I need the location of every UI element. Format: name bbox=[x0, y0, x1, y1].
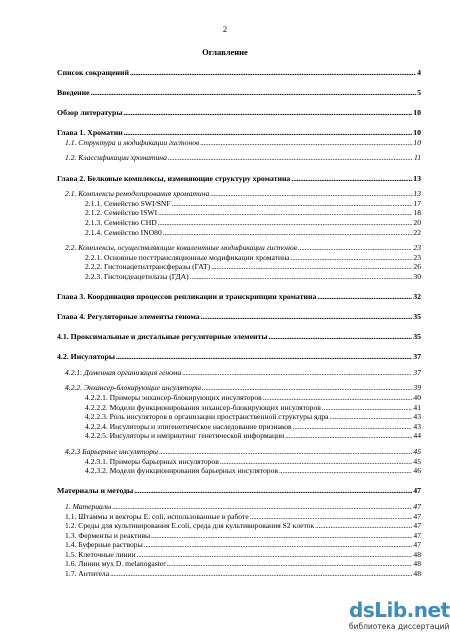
toc-entry-page: 35 bbox=[413, 312, 421, 322]
toc-entry-page: 44 bbox=[413, 431, 421, 441]
toc-entry-page: 47 bbox=[413, 511, 421, 521]
toc-entry-title: 2.1.4. Семейство INO80 bbox=[85, 227, 162, 237]
toc-leader-dots bbox=[167, 559, 413, 569]
toc-leader-dots bbox=[130, 68, 416, 78]
toc-entry-title: Глава 3. Координация процессов репликации и транскрипции хроматина bbox=[57, 292, 317, 301]
toc-leader-dots bbox=[291, 174, 412, 184]
toc-entry[interactable] bbox=[57, 550, 421, 560]
toc-leader-dots bbox=[110, 569, 412, 579]
toc-entry-page: 46 bbox=[413, 466, 421, 476]
toc-entry[interactable] bbox=[57, 68, 421, 78]
toc-entry-page: 37 bbox=[413, 352, 421, 362]
toc-entry-title: 2.1.1. Семейство SWI/SNF bbox=[85, 198, 171, 208]
toc-entry[interactable] bbox=[57, 312, 421, 322]
toc-leader-dots bbox=[315, 521, 412, 531]
toc-leader-dots bbox=[137, 550, 413, 560]
toc-entry-title: 1.7. Антитела bbox=[65, 569, 110, 579]
toc-entry-title: 4.2.2. Энхансер-блокирующие инсуляторы bbox=[65, 383, 202, 393]
toc-entry-page: 20 bbox=[413, 217, 421, 227]
toc-spacer bbox=[57, 163, 421, 174]
toc-entry[interactable] bbox=[57, 128, 421, 138]
toc-leader-dots bbox=[91, 88, 416, 98]
toc-entry-title: 1.2. Среды для культивирования E.coli, среда для культивирования S2 клеток bbox=[65, 521, 315, 531]
toc-leader-dots bbox=[211, 262, 412, 272]
toc-spacer bbox=[57, 476, 421, 487]
toc-spacer bbox=[57, 118, 421, 129]
toc-entry[interactable] bbox=[57, 174, 421, 184]
toc-entry-title: 2.1.2. Семейство ISWI bbox=[85, 208, 158, 218]
toc-entry-title: 1.6. Линии мух D. melanogaster bbox=[65, 559, 166, 569]
toc-entry-page: 10 bbox=[413, 108, 421, 118]
toc-entry[interactable] bbox=[57, 243, 421, 253]
toc-leader-dots bbox=[134, 486, 412, 496]
toc-entry-title: Список сокращений bbox=[57, 68, 130, 77]
toc-entry-title: 2.1.3. Семейство CHD bbox=[85, 217, 157, 227]
toc-entry[interactable] bbox=[57, 218, 421, 228]
toc-leader-dots bbox=[250, 512, 413, 522]
toc-entry[interactable] bbox=[57, 88, 421, 98]
toc-entry-page: 39 bbox=[413, 383, 421, 393]
toc-entry-page: 11 bbox=[413, 153, 421, 163]
toc-entry[interactable] bbox=[57, 262, 421, 272]
toc-leader-dots bbox=[201, 312, 413, 322]
toc-entry-title: Глава 2. Белковые комплексы, изменяющие структуру хроматина bbox=[57, 173, 291, 183]
toc-leader-dots bbox=[159, 447, 412, 457]
toc-entry-page: 17 bbox=[413, 198, 421, 208]
toc-entry[interactable] bbox=[57, 457, 421, 467]
toc-entry[interactable] bbox=[57, 569, 421, 579]
toc-leader-dots bbox=[210, 189, 412, 199]
toc-leader-dots bbox=[144, 540, 413, 550]
toc-entry[interactable] bbox=[57, 559, 421, 569]
toc-entry[interactable] bbox=[57, 531, 421, 541]
toc-entry-page: 22 bbox=[413, 227, 421, 237]
toc-spacer bbox=[57, 322, 421, 333]
toc-leader-dots bbox=[151, 531, 412, 541]
toc-entry-page: 47 bbox=[413, 501, 421, 511]
toc-entry-title: 4.1. Проксимальные и дистальные регуляторные элементы bbox=[57, 332, 268, 342]
toc-leader-dots bbox=[124, 128, 413, 138]
page-title: Оглавление bbox=[202, 47, 248, 57]
toc-entry-page: 35 bbox=[413, 332, 421, 342]
toc-leader-dots bbox=[158, 218, 413, 228]
toc-entry[interactable] bbox=[57, 502, 421, 512]
toc-entry-title: 2.2.2. Гистонацетилтрансферазы (ГАТ) bbox=[85, 262, 211, 272]
toc-entry-title: 1.2. Классификации хроматина bbox=[65, 153, 167, 163]
toc-entry-page: 30 bbox=[413, 271, 421, 281]
toc-entry-page: 23 bbox=[413, 243, 421, 253]
watermark bbox=[349, 598, 450, 634]
toc-entry-title: Обзор литературы bbox=[57, 108, 123, 118]
toc-spacer bbox=[57, 78, 421, 89]
toc-entry[interactable] bbox=[57, 228, 421, 238]
toc-entry[interactable] bbox=[57, 431, 421, 441]
toc-leader-dots bbox=[268, 332, 412, 342]
toc-entry-page: 18 bbox=[413, 208, 421, 218]
toc-entry[interactable] bbox=[57, 272, 421, 282]
toc-entry[interactable] bbox=[57, 208, 421, 218]
toc-entry-page: 10 bbox=[413, 128, 421, 138]
toc-entry-page: 13 bbox=[413, 173, 421, 183]
toc-entry[interactable] bbox=[57, 368, 421, 378]
watermark-logo: dsLib.net bbox=[349, 598, 450, 622]
toc-entry-title: 1.1. Штаммы и векторы E. coli, использованные в работе bbox=[65, 511, 249, 521]
toc-entry-page: 48 bbox=[413, 549, 421, 559]
toc-entry[interactable] bbox=[57, 352, 421, 362]
toc-spacer bbox=[57, 98, 421, 109]
toc-entry-title: 4.2.1. Доменная организация генома bbox=[65, 367, 182, 377]
toc-entry-title: 4.2.3 Барьерные инсуляторы bbox=[65, 447, 159, 457]
toc-entry-title: 4.2.2.1. Примеры энхансер-блокирующих инсуляторов bbox=[85, 393, 262, 403]
toc-spacer bbox=[57, 302, 421, 313]
toc-entry-title: Материалы и методы bbox=[57, 486, 134, 496]
toc-entry-title: 4.2.2.2. Модели функционирования энхансер-блокирующих инсуляторов bbox=[85, 402, 321, 412]
toc-entry[interactable] bbox=[57, 486, 421, 496]
toc-entry-title: 4.2.3.1. Примеры барьерных инсуляторов bbox=[85, 456, 219, 466]
toc-entry-page: 10 bbox=[413, 137, 421, 147]
toc-leader-dots bbox=[330, 412, 413, 422]
page-number: 2 bbox=[222, 24, 228, 34]
toc-entry-title: 2.2.3. Гистондеацетилазы (ГДА) bbox=[85, 271, 189, 281]
toc-entry-title: Глава 1. Хроматин bbox=[57, 128, 123, 138]
toc-entry-title: 1.3. Ферменты и реактивы bbox=[65, 530, 151, 540]
toc-entry-title: 2.1. Комплексы ремоделирования хроматина bbox=[65, 189, 210, 199]
toc-entry[interactable] bbox=[57, 189, 421, 199]
toc-entry-page: 5 bbox=[417, 88, 421, 98]
toc-entry-title: 4.2.3.2. Модели функционирования барьерных инсуляторов bbox=[85, 466, 278, 476]
toc-entry-page: 13 bbox=[413, 189, 421, 199]
toc-leader-dots bbox=[263, 393, 413, 403]
toc-entry-title: 4.2.2.5. Инсуляторы и импринтинг генетической информации bbox=[85, 431, 285, 441]
toc-entry[interactable] bbox=[57, 512, 421, 522]
toc-entry-page: 26 bbox=[413, 262, 421, 272]
toc-entry[interactable] bbox=[57, 403, 421, 413]
toc-leader-dots bbox=[163, 228, 413, 238]
toc-leader-dots bbox=[112, 502, 412, 512]
toc-entry[interactable] bbox=[57, 199, 421, 209]
toc-leader-dots bbox=[116, 352, 412, 362]
toc-entry[interactable] bbox=[57, 292, 421, 302]
toc-entry[interactable] bbox=[57, 447, 421, 457]
toc-leader-dots bbox=[123, 108, 412, 118]
toc-entry[interactable] bbox=[57, 332, 421, 342]
toc-leader-dots bbox=[298, 243, 412, 253]
toc-entry-page: 41 bbox=[413, 402, 421, 412]
toc-entry-page: 47 bbox=[413, 486, 421, 496]
toc-entry-page: 48 bbox=[413, 569, 421, 579]
toc-entry-page: 37 bbox=[413, 367, 421, 377]
toc-leader-dots bbox=[293, 422, 413, 432]
toc-entry-page: 43 bbox=[413, 412, 421, 422]
toc-entry-page: 4 bbox=[417, 68, 421, 77]
toc-entry-page: 45 bbox=[413, 447, 421, 457]
toc-leader-dots bbox=[317, 292, 412, 302]
toc-entry-title: 4.2.2.4. Инсуляторы и эпигенетическое наследование признаков bbox=[85, 421, 292, 431]
toc-entry-page: 48 bbox=[413, 559, 421, 569]
toc-entry-title: 4.2. Инсуляторы bbox=[57, 352, 115, 362]
toc-spacer bbox=[57, 342, 421, 353]
toc-entry[interactable] bbox=[57, 521, 421, 531]
toc-entry[interactable] bbox=[57, 422, 421, 432]
toc-entry-title: 1.5. Клеточные линии bbox=[65, 549, 136, 559]
toc-entry-page: 43 bbox=[413, 421, 421, 431]
watermark-caption: библиотека диссертаций bbox=[349, 622, 450, 631]
toc-entry-page: 47 bbox=[413, 521, 421, 531]
toc-entry-title: 1.1. Структура и модификации гистонов bbox=[65, 137, 200, 147]
toc-leader-dots bbox=[291, 253, 413, 263]
toc-entry[interactable] bbox=[57, 540, 421, 550]
toc-entry[interactable] bbox=[57, 466, 421, 476]
toc-leader-dots bbox=[220, 457, 413, 467]
toc-entry[interactable] bbox=[57, 383, 421, 393]
toc-entry[interactable] bbox=[57, 253, 421, 263]
toc-entry[interactable] bbox=[57, 412, 421, 422]
toc-entry-page: 47 bbox=[413, 540, 421, 550]
toc-entry-page: 45 bbox=[413, 456, 421, 466]
toc-entry[interactable] bbox=[57, 393, 421, 403]
toc-entry-title: 1.4. Буферные растворы bbox=[65, 540, 143, 550]
toc-entry-page: 23 bbox=[413, 252, 421, 262]
toc-entry[interactable] bbox=[57, 153, 421, 163]
toc-entry-title: Введение bbox=[57, 88, 90, 98]
toc-entry-title: 2.2.1. Основные посттрансляционные модификации хроматина bbox=[85, 252, 290, 262]
toc-leader-dots bbox=[190, 272, 413, 282]
toc-leader-dots bbox=[285, 431, 412, 441]
toc-entry-page: 32 bbox=[413, 292, 421, 301]
toc-leader-dots bbox=[322, 403, 413, 413]
toc-entry-title: 4.2.2.3. Роль инсуляторов в организации пространственной структуры ядра bbox=[85, 412, 329, 422]
toc-entry-title: Глава 4. Регуляторные элементы генома bbox=[57, 312, 200, 322]
toc-entry-page: 40 bbox=[413, 393, 421, 403]
toc-leader-dots bbox=[202, 383, 412, 393]
toc-entry[interactable] bbox=[57, 138, 421, 148]
toc-leader-dots bbox=[279, 466, 412, 476]
toc-leader-dots bbox=[158, 208, 412, 218]
toc-entry-title: 1. Материалы bbox=[65, 501, 112, 511]
toc-leader-dots bbox=[200, 138, 412, 148]
toc-spacer bbox=[57, 282, 421, 293]
toc-entry[interactable] bbox=[57, 108, 421, 118]
table-of-contents bbox=[57, 68, 421, 579]
toc-leader-dots bbox=[168, 153, 413, 163]
toc-entry-title: 2.2. Комплексы, осуществляющие ковалентные модификации гистонов bbox=[65, 243, 297, 253]
toc-entry-page: 47 bbox=[413, 530, 421, 540]
toc-leader-dots bbox=[172, 199, 413, 209]
toc-leader-dots bbox=[182, 368, 412, 378]
